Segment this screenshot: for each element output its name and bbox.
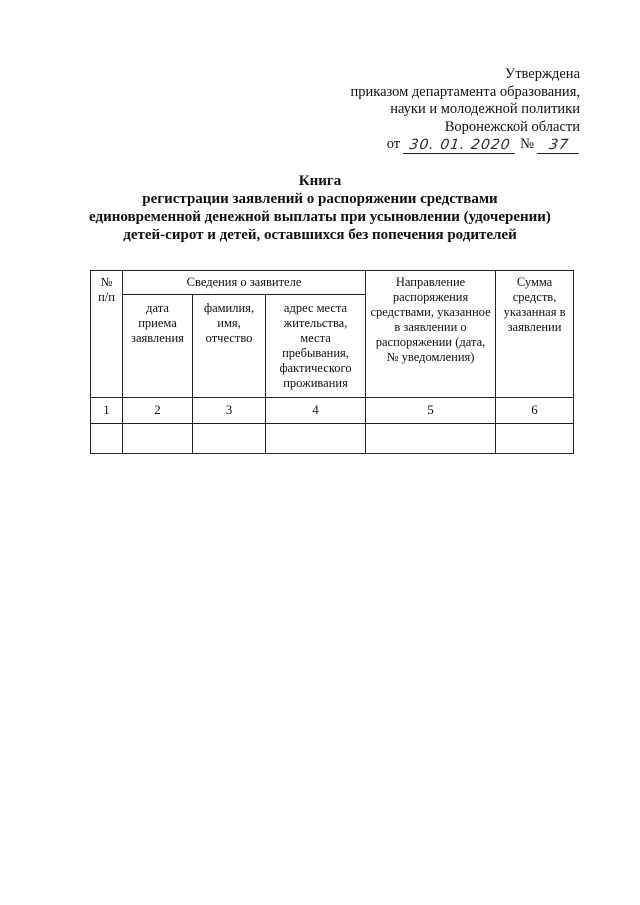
approval-block	[280, 66, 580, 154]
approval-line-2: приказом департамента образования,	[350, 83, 580, 100]
title-line-1: Книга	[298, 173, 342, 189]
header-address: адрес места жительства, места пребывания, фактического проживания	[266, 295, 366, 398]
approval-line-4: Воронежской области	[444, 118, 580, 135]
column-number: 1	[91, 398, 123, 424]
title-line-2: регистрации заявлений о распоряжении средствами	[142, 191, 498, 207]
handwritten-date: 30. 01. 2020	[403, 137, 517, 154]
header-name: фамилия, имя, отчество	[193, 295, 266, 398]
title-line-3: единовременной денежной выплаты при усыновлении (удочерении)	[89, 209, 551, 225]
number-label: №	[520, 136, 534, 152]
from-label: от	[386, 136, 401, 152]
document-title	[60, 172, 580, 244]
header-sum: Сумма средств, указанная в заявлении	[496, 271, 574, 398]
empty-cell	[193, 424, 266, 454]
empty-entry-row	[91, 424, 574, 454]
column-number: 5	[366, 398, 496, 424]
header-direction: Направление распоряжения средствами, указанное в заявлении о распоряжении (дата, № уведомления)	[366, 271, 496, 398]
empty-cell	[266, 424, 366, 454]
column-number: 6	[496, 398, 574, 424]
empty-cell	[91, 424, 123, 454]
column-number: 2	[123, 398, 193, 424]
header-applicant-info: Сведения о заявителе	[123, 271, 366, 295]
title-line-4: детей-сирот и детей, оставшихся без попечения родителей	[123, 227, 517, 243]
header-number: № п/п	[91, 271, 123, 398]
empty-cell	[366, 424, 496, 454]
registry-table	[90, 270, 574, 454]
empty-cell	[123, 424, 193, 454]
column-number-row	[91, 398, 574, 424]
column-number: 4	[266, 398, 366, 424]
handwritten-number: 37	[537, 137, 581, 154]
empty-cell	[496, 424, 574, 454]
approval-line-1: Утверждена	[504, 66, 580, 82]
approval-date-line	[280, 136, 580, 154]
column-number: 3	[193, 398, 266, 424]
header-date: дата приема заявления	[123, 295, 193, 398]
approval-line-3: науки и молодежной политики	[390, 101, 580, 117]
